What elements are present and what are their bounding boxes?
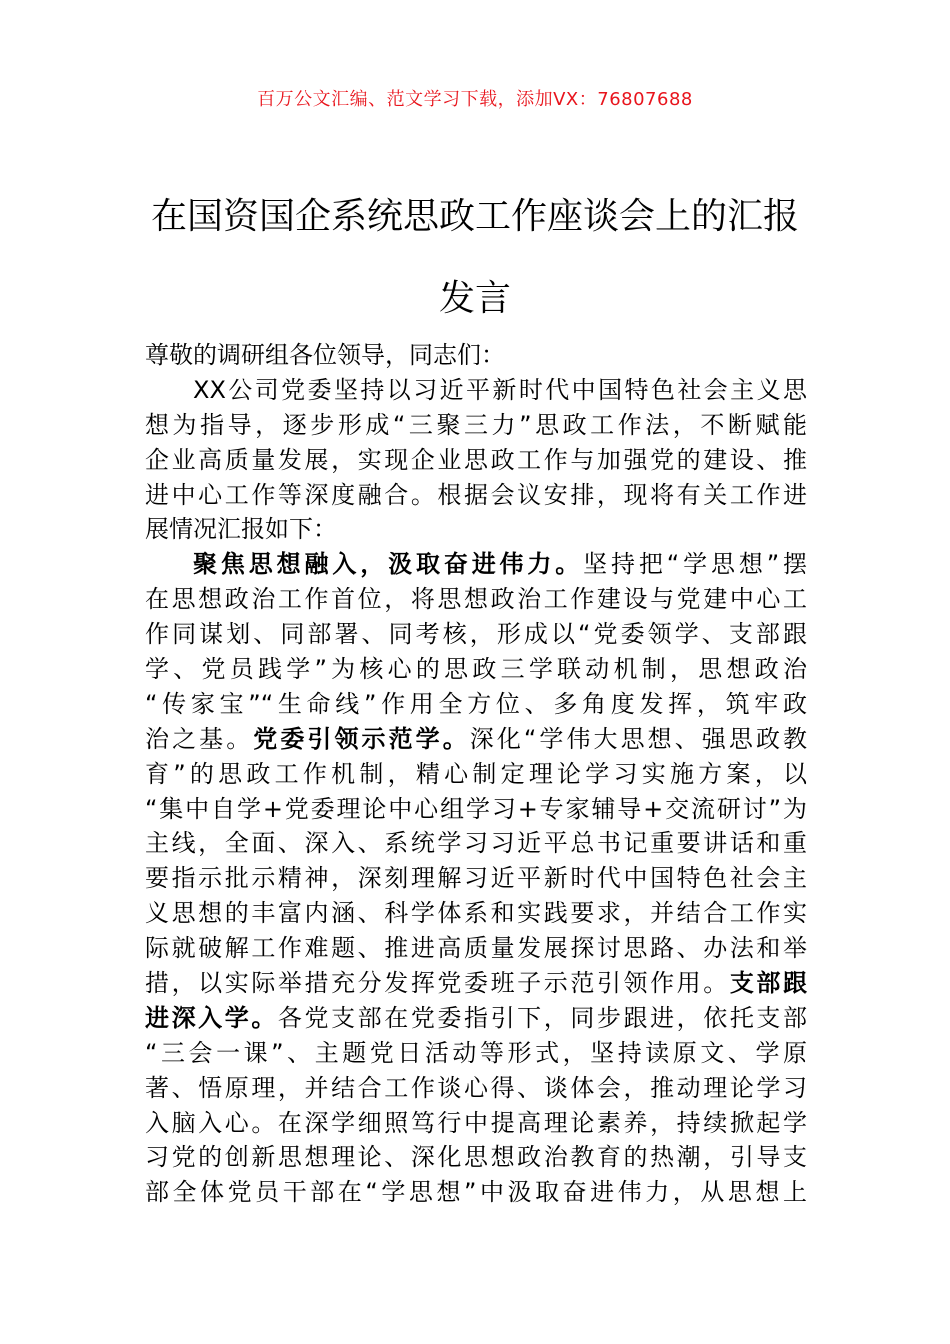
para2-text: 治之基。 (145, 724, 254, 753)
salutation: 尊敬的调研组各位领导，同志们： (145, 341, 505, 369)
para1-line: XX公司党委坚持以习近平新时代中国特色社会主义思 (193, 375, 807, 404)
para2-line: 主线，全面、深入、系统学习习近平总书记重要讲话和重 (145, 829, 807, 858)
para2-line: 义思想的丰富内涵、科学体系和实践要求，并结合工作实 (145, 899, 807, 928)
para2-text: 措，以实际举措充分发挥党委班子示范引领作用。 (145, 969, 730, 998)
para2-line: 际就破解工作难题、推进高质量发展探讨思路、办法和举 (145, 934, 807, 963)
para2-line (145, 966, 807, 1001)
para1-line: 展情况汇报如下： (145, 515, 337, 544)
para2-line (145, 1001, 807, 1036)
header-note: 百万公文汇编、范文学习下载，添加VX：76807688 (257, 89, 693, 110)
document-title (140, 176, 810, 340)
para2-line: 在思想政治工作首位，将思想政治工作建设与党建中心工 (145, 585, 807, 614)
document-body (145, 338, 807, 1210)
subheading-branch-part1: 支部跟 (729, 969, 808, 998)
para2-text: 坚持把“学思想”摆 (583, 550, 807, 579)
title-line-1: 在国资国企系统思政工作座谈会上的汇报 (150, 196, 799, 237)
para2-text: 各党支部在党委指引下，同步跟进，依托支部 (277, 1003, 808, 1032)
para1-line: 想为指导，逐步形成“三聚三力”思政工作法，不断赋能 (145, 410, 807, 439)
para2-line: 学、党员践学”为核心的思政三学联动机制，思想政治 (145, 655, 807, 684)
para2-line: “传家宝”“生命线”作用全方位、多角度发挥，筑牢政 (145, 689, 807, 718)
para2-line: 作同谋划、同部署、同考核，形成以“党委领学、支部跟 (145, 620, 807, 649)
para2-line: 育”的思政工作机制，精心制定理论学习实施方案，以 (145, 759, 807, 788)
para2-line: 入脑入心。在深学细照笃行中提高理论素养，持续掀起学 (145, 1108, 807, 1137)
section-heading-focus-thought: 聚焦思想融入，汲取奋进伟力。 (193, 550, 584, 579)
para1-line: 进中心工作等深度融合。根据会议安排，现将有关工作进 (145, 480, 807, 509)
para2-line (145, 547, 807, 582)
para2-line: 著、悟原理，并结合工作谈心得、谈体会，推动理论学习 (145, 1073, 807, 1102)
para2-line: 要指示批示精神，深刻理解习近平新时代中国特色社会主 (145, 864, 807, 893)
subheading-party-committee: 党委引领示范学。 (253, 724, 470, 753)
para2-line: “三会一课”、主题党日活动等形式，坚持读原文、学原 (145, 1038, 807, 1067)
para2-line: 部全体党员干部在“学思想”中汲取奋进伟力，从思想上 (145, 1178, 807, 1207)
subheading-branch-part2: 进深入学。 (145, 1003, 278, 1032)
para1-line: 企业高质量发展，实现企业思政工作与加强党的建设、推 (145, 445, 807, 474)
para2-line: “集中自学+党委理论中心组学习+专家辅导+交流研讨”为 (145, 794, 807, 823)
title-line-2: 发言 (438, 278, 511, 319)
para2-line (145, 722, 807, 757)
para2-line: 习党的创新思想理论、深化思想政治教育的热潮，引导支 (145, 1143, 807, 1172)
para2-text: 深化“学伟大思想、强思政教 (469, 724, 808, 753)
